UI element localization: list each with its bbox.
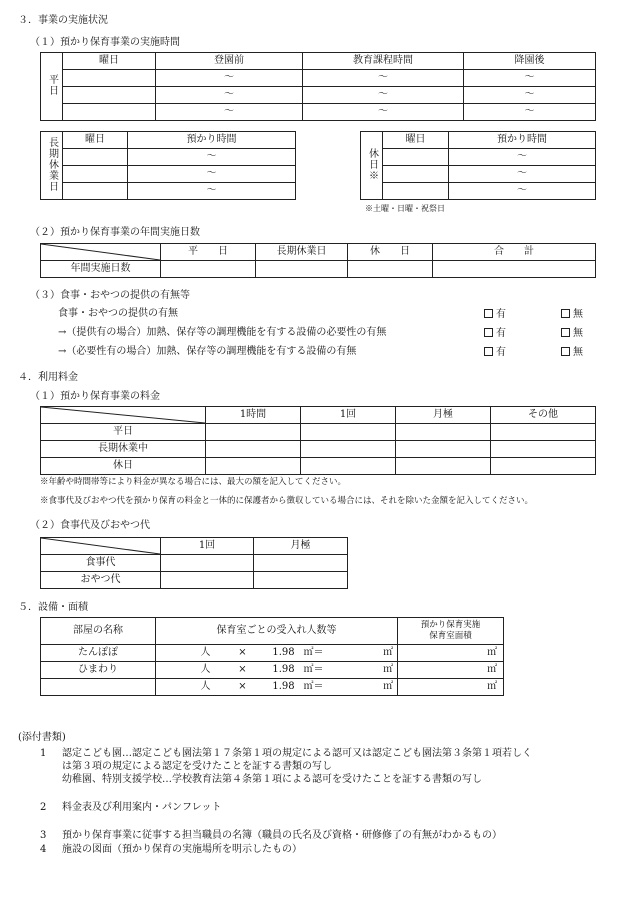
facility-person-unit: 人 xyxy=(192,679,220,696)
facility-result-cell[interactable] xyxy=(302,662,398,679)
facility-capacity-cell[interactable] xyxy=(156,679,192,696)
long-vacation-time-cell[interactable]: ～ xyxy=(128,166,296,183)
facility-header-area-line1: 預かり保育実施 xyxy=(420,620,481,631)
weekday-time-cell[interactable]: ～ xyxy=(303,70,464,87)
food-row-label: →（提供有の場合）加熱、保存等の調理機能を有する設備の必要性の有無 xyxy=(58,327,387,338)
weekday-header-day: 曜日 xyxy=(63,53,156,70)
facility-area-cell[interactable] xyxy=(398,662,504,679)
facility-area-unit: ㎡ xyxy=(487,681,498,692)
fee-row-label: 長期休業中 xyxy=(41,441,206,458)
weekday-time-cell[interactable]: ～ xyxy=(156,70,303,87)
holiday-time-cell[interactable]: ～ xyxy=(449,183,596,200)
facility-room-name[interactable] xyxy=(41,679,156,696)
fee-row-label: 平日 xyxy=(41,424,206,441)
fee-cell[interactable] xyxy=(301,424,396,441)
annual-days-cell[interactable] xyxy=(433,261,596,278)
facility-times-sign: × xyxy=(220,645,266,662)
weekday-header-before: 登園前 xyxy=(156,53,303,70)
meal-fee-header-once: 1回 xyxy=(161,538,254,555)
facility-header-room: 部屋の名称 xyxy=(41,618,156,645)
facility-times-sign: × xyxy=(220,662,266,679)
fee-note-2: ※食事代及びおやつ代を預かり保育の料金と一体的に保護者から徴収している場合には、それを除いた金額を記入してください。 xyxy=(40,496,534,506)
section5-heading: ５．設備・面積 xyxy=(18,602,88,613)
checkbox-label: 有 xyxy=(496,347,506,358)
long-vacation-day-cell[interactable] xyxy=(63,183,128,200)
fee-row-label: 休日 xyxy=(41,458,206,475)
food-no-checkbox[interactable] xyxy=(561,309,583,320)
fee-cell[interactable] xyxy=(206,424,301,441)
annual-days-cell[interactable] xyxy=(348,261,433,278)
facility-person-unit: 人 xyxy=(192,645,220,662)
food-yes-checkbox[interactable] xyxy=(484,309,506,320)
equip-yes-checkbox[interactable] xyxy=(484,347,506,358)
checkbox-icon xyxy=(484,347,493,356)
meal-fee-table xyxy=(40,537,348,589)
long-vacation-day-cell[interactable] xyxy=(63,166,128,183)
weekday-day-cell[interactable] xyxy=(63,104,156,121)
checkbox-icon xyxy=(561,328,570,337)
attachment-number: 4 xyxy=(40,844,47,855)
fee-header-once: 1回 xyxy=(301,407,396,424)
fee-cell[interactable] xyxy=(491,458,596,475)
weekday-time-cell[interactable]: ～ xyxy=(303,104,464,121)
attachment-line: は第３項の規定による認定を受けたことを証する書類の写し xyxy=(62,761,332,772)
weekday-day-cell[interactable] xyxy=(63,70,156,87)
facility-sqm-eq: ㎡＝ xyxy=(303,647,324,658)
attachment-line: 預かり保育事業に従事する担当職員の名簿（職員の氏名及び資格・研修修了の有無がわかるもの） xyxy=(62,830,502,841)
holiday-day-cell[interactable] xyxy=(383,166,449,183)
facility-header-capacity: 保育室ごとの受入れ人数等 xyxy=(156,618,398,645)
holiday-header-hours: 預かり時間 xyxy=(449,132,596,149)
facility-result-cell[interactable] xyxy=(302,679,398,696)
holiday-label: 休日※ xyxy=(366,147,378,181)
facility-person-unit: 人 xyxy=(192,662,220,679)
facility-row xyxy=(41,645,504,662)
facility-sqm-eq: ㎡＝ xyxy=(303,681,324,692)
weekday-label: 平日 xyxy=(46,74,58,96)
section4-heading: ４．利用料金 xyxy=(18,372,78,383)
section4-sub1: （１）預かり保育事業の料金 xyxy=(30,391,160,402)
long-vacation-header-day: 曜日 xyxy=(63,132,128,149)
attachment-number: 1 xyxy=(40,748,47,759)
annual-days-corner xyxy=(41,244,161,261)
section4-sub2: （２）食事代及びおやつ代 xyxy=(30,520,150,531)
fee-cell[interactable] xyxy=(206,458,301,475)
checkbox-label: 有 xyxy=(496,328,506,339)
meal-fee-cell[interactable] xyxy=(161,555,254,572)
checkbox-label: 無 xyxy=(573,347,583,358)
fee-cell[interactable] xyxy=(396,424,491,441)
weekday-time-cell[interactable]: ～ xyxy=(464,87,596,104)
annual-days-table xyxy=(40,243,596,278)
long-vacation-header-hours: 預かり時間 xyxy=(128,132,296,149)
annual-days-header-total: 合 計 xyxy=(433,244,596,261)
holiday-time-cell[interactable]: ～ xyxy=(449,149,596,166)
attachment-line: 施設の図面（預かり保育の実施場所を明示したもの） xyxy=(62,844,302,855)
long-vacation-day-cell[interactable] xyxy=(63,149,128,166)
fee-cell[interactable] xyxy=(301,441,396,458)
facility-sqm-eq: ㎡＝ xyxy=(303,664,324,675)
food-row-label: 食事・おやつの提供の有無 xyxy=(58,308,178,319)
facility-header-area-line2: 保育室面積 xyxy=(429,631,472,641)
facility-sqm-unit: ㎡ xyxy=(383,681,394,692)
facility-area-unit: ㎡ xyxy=(487,647,498,658)
section3-sub3: （３）食事・おやつの提供の有無等 xyxy=(30,290,190,301)
fee-note-1: ※年齢や時間帯等により料金が異なる場合には、最大の額を記入してください。 xyxy=(40,477,347,487)
facility-capacity-cell[interactable] xyxy=(156,645,192,662)
checkbox-icon xyxy=(561,347,570,356)
checkbox-label: 有 xyxy=(496,309,506,320)
section3-sub1: （１）預かり保育事業の実施時間 xyxy=(30,37,180,48)
facility-sqm-unit: ㎡ xyxy=(383,664,394,675)
fee-cell[interactable] xyxy=(396,458,491,475)
weekday-time-cell[interactable]: ～ xyxy=(464,104,596,121)
facility-capacity-cell[interactable] xyxy=(156,662,192,679)
fee-cell[interactable] xyxy=(206,441,301,458)
facility-area-cell[interactable] xyxy=(398,679,504,696)
fee-header-monthly: 月極 xyxy=(396,407,491,424)
facility-row xyxy=(41,662,504,679)
annual-days-row-label: 年間実施日数 xyxy=(41,261,161,278)
fee-header-hour: 1時間 xyxy=(206,407,301,424)
attachment-number: 2 xyxy=(40,802,47,813)
food-row-label: →（必要性有の場合）加熱、保存等の調理機能を有する設備の有無 xyxy=(58,346,357,357)
long-vacation-hours-table xyxy=(40,131,296,200)
facility-sqm-unit: ㎡ xyxy=(383,647,394,658)
section3-sub2: （２）預かり保育事業の年間実施日数 xyxy=(30,227,200,238)
annual-days-header-long: 長期休業日 xyxy=(256,244,348,261)
meal-fee-row-label: おやつ代 xyxy=(41,572,161,589)
holiday-note: ※土曜・日曜・祝祭日 xyxy=(365,204,445,213)
fee-cell[interactable] xyxy=(396,441,491,458)
holiday-header-day: 曜日 xyxy=(383,132,449,149)
section3-heading: ３．事業の実施状況 xyxy=(18,15,108,26)
attachment-line: 料金表及び利用案内・パンフレット xyxy=(62,802,222,813)
facility-area-unit: ㎡ xyxy=(487,664,498,675)
facility-times-sign: × xyxy=(220,679,266,696)
fee-cell[interactable] xyxy=(301,458,396,475)
fee-cell[interactable] xyxy=(491,441,596,458)
meal-fee-cell[interactable] xyxy=(161,572,254,589)
annual-days-cell[interactable] xyxy=(256,261,348,278)
holiday-hours-table xyxy=(360,131,596,200)
fee-corner xyxy=(41,407,206,424)
weekday-time-cell[interactable]: ～ xyxy=(156,87,303,104)
facility-room-name[interactable]: たんぽぽ xyxy=(41,645,156,662)
attachment-line: 認定こども園…認定こども園法第１７条第１項の規定による認可又は認定こども園法第３条第１項若しく xyxy=(62,748,532,759)
weekday-header-after: 降園後 xyxy=(464,53,596,70)
long-vacation-time-cell[interactable]: ～ xyxy=(128,183,296,200)
facility-factor: 1.98 xyxy=(266,679,302,696)
annual-days-cell[interactable] xyxy=(161,261,256,278)
checkbox-label: 無 xyxy=(573,328,583,339)
long-vacation-time-cell[interactable]: ～ xyxy=(128,149,296,166)
fee-header-other: その他 xyxy=(491,407,596,424)
facility-factor: 1.98 xyxy=(266,662,302,679)
weekday-time-cell[interactable]: ～ xyxy=(303,87,464,104)
weekday-day-cell[interactable] xyxy=(63,87,156,104)
checkbox-icon xyxy=(484,309,493,318)
facility-table xyxy=(40,617,504,696)
annual-days-header-weekday: 平 日 xyxy=(161,244,256,261)
checkbox-icon xyxy=(561,309,570,318)
facility-room-name[interactable]: ひまわり xyxy=(41,662,156,679)
facility-header-area xyxy=(398,618,504,645)
weekday-header-class: 教育課程時間 xyxy=(303,53,464,70)
meal-fee-header-monthly: 月極 xyxy=(254,538,348,555)
need-yes-checkbox[interactable] xyxy=(484,328,506,339)
meal-fee-cell[interactable] xyxy=(254,572,348,589)
weekday-time-cell[interactable]: ～ xyxy=(156,104,303,121)
need-no-checkbox[interactable] xyxy=(561,328,583,339)
attachments-heading: (添付書類) xyxy=(18,732,66,743)
fee-table xyxy=(40,406,596,475)
facility-row xyxy=(41,679,504,696)
fee-cell[interactable] xyxy=(491,424,596,441)
meal-fee-row-label: 食事代 xyxy=(41,555,161,572)
long-vacation-label: 長期休業日 xyxy=(46,136,58,192)
meal-fee-cell[interactable] xyxy=(254,555,348,572)
equip-no-checkbox[interactable] xyxy=(561,347,583,358)
weekday-time-cell[interactable]: ～ xyxy=(464,70,596,87)
attachment-line: 幼稚園、特別支援学校…学校教育法第４条第１項による認可を受けたことを証する書類の写し xyxy=(62,774,482,785)
checkbox-icon xyxy=(484,328,493,337)
attachment-number: 3 xyxy=(40,830,47,841)
holiday-time-cell[interactable]: ～ xyxy=(449,166,596,183)
weekday-hours-table xyxy=(40,52,596,121)
annual-days-header-holiday: 休 日 xyxy=(348,244,433,261)
checkbox-label: 無 xyxy=(573,309,583,320)
facility-area-cell[interactable] xyxy=(398,645,504,662)
holiday-day-cell[interactable] xyxy=(383,183,449,200)
facility-factor: 1.98 xyxy=(266,645,302,662)
facility-result-cell[interactable] xyxy=(302,645,398,662)
holiday-day-cell[interactable] xyxy=(383,149,449,166)
holiday-label-cell xyxy=(361,132,383,200)
weekday-label-cell xyxy=(41,53,63,121)
meal-fee-corner xyxy=(41,538,161,555)
long-vacation-label-cell xyxy=(41,132,63,200)
